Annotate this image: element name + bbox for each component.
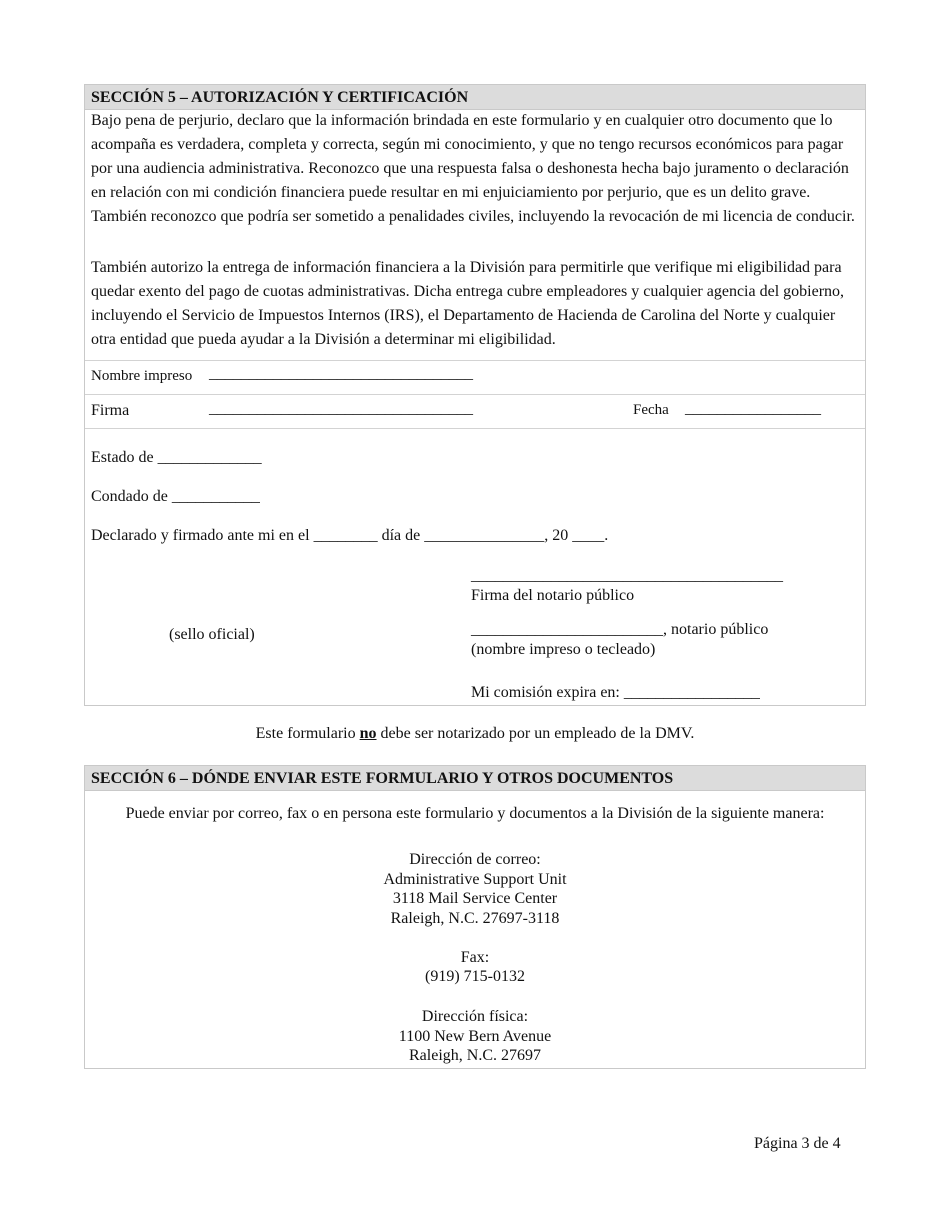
mail-address-line3: Raleigh, N.C. 27697-3118 (390, 910, 560, 927)
divider (85, 360, 865, 361)
physical-address-label: Dirección física: (421, 1008, 529, 1025)
county-field[interactable]: Condado de ___________ (91, 488, 260, 505)
date-field[interactable]: _________________ (685, 400, 821, 417)
physical-address-line1: 1100 New Bern Avenue (398, 1028, 552, 1045)
declaration-line[interactable]: Declarado y firmado ante mi en el ________ día de _______________, 20 ____. (91, 527, 609, 544)
notice-text-before: Este formulario (255, 725, 360, 742)
notice-text-after: debe ser notarizado por un empleado de la DMV. (376, 725, 695, 742)
section5-box (84, 84, 866, 706)
section5-paragraph2: También autorizo la entrega de información financiera a la División para permitirle que verifique mi eligibilidad para quedar exento del pago de cuotas administrativas. Dicha entrega cubre empleadores y cualquier agencia del gobierno, incluyendo el Servicio de Impuestos Internos (IRS), el Departamento de Hacienda de Carolina del Norte y cualquier otra entidad que pueda ayudar a la División a determinar mi eligibilidad. (91, 259, 845, 348)
commission-expiry-field[interactable]: Mi comisión expira en: _________________ (471, 684, 760, 701)
mail-address-line1: Administrative Support Unit (383, 871, 567, 888)
section6-header: SECCIÓN 6 – DÓNDE ENVIAR ESTE FORMULARIO Y OTROS DOCUMENTOS (85, 766, 865, 791)
state-field[interactable]: Estado de _____________ (91, 449, 262, 466)
section6-intro: Puede enviar por correo, fax o en persona este formulario y documentos a la División de la siguiente manera: (125, 805, 825, 822)
signature-label: Firma (91, 402, 130, 419)
page-number: Página 3 de 4 (754, 1135, 841, 1152)
fax-number: (919) 715-0132 (425, 968, 525, 985)
section5-paragraph1: Bajo pena de perjurio, declaro que la información brindada en este formulario y en cualquier otro documento que lo acompaña es verdadera, completa y correcta, según mi conocimiento, y que no tengo recursos económicos para pagar por una audiencia administrativa. Reconozco que una respuesta falsa o deshonesta hecha bajo juramento o declaración en relación con mi condición financiera puede resultar en mi enjuiciamiento por perjurio, que es un delito grave. También reconozco que podría ser sometido a penalidades civiles, incluyendo la revocación de mi licencia de conducir. (91, 112, 855, 225)
fax-label: Fax: (460, 949, 490, 966)
notary-signature-field[interactable]: _______________________________________ (471, 567, 783, 584)
official-seal-label: (sello oficial) (169, 626, 255, 643)
notary-name-hint: (nombre impreso o tecleado) (471, 641, 656, 658)
notice-emphasis: no (359, 725, 377, 742)
notarization-notice (0, 725, 950, 743)
divider (85, 428, 865, 429)
divider (85, 394, 865, 395)
printed-name-label: Nombre impreso (91, 368, 193, 384)
printed-name-field[interactable]: _________________________________ (209, 365, 473, 382)
physical-address-line2: Raleigh, N.C. 27697 (409, 1047, 541, 1064)
date-label: Fecha (633, 402, 669, 418)
signature-field[interactable]: _________________________________ (209, 400, 473, 417)
section6-box (84, 765, 866, 1069)
section5-header: SECCIÓN 5 – AUTORIZACIÓN Y CERTIFICACIÓN (85, 85, 865, 110)
mail-address-line2: 3118 Mail Service Center (392, 890, 558, 907)
notary-name-field[interactable]: ________________________, notario público (471, 621, 769, 638)
mail-label: Dirección de correo: (409, 851, 541, 868)
notary-signature-label: Firma del notario público (471, 587, 635, 604)
